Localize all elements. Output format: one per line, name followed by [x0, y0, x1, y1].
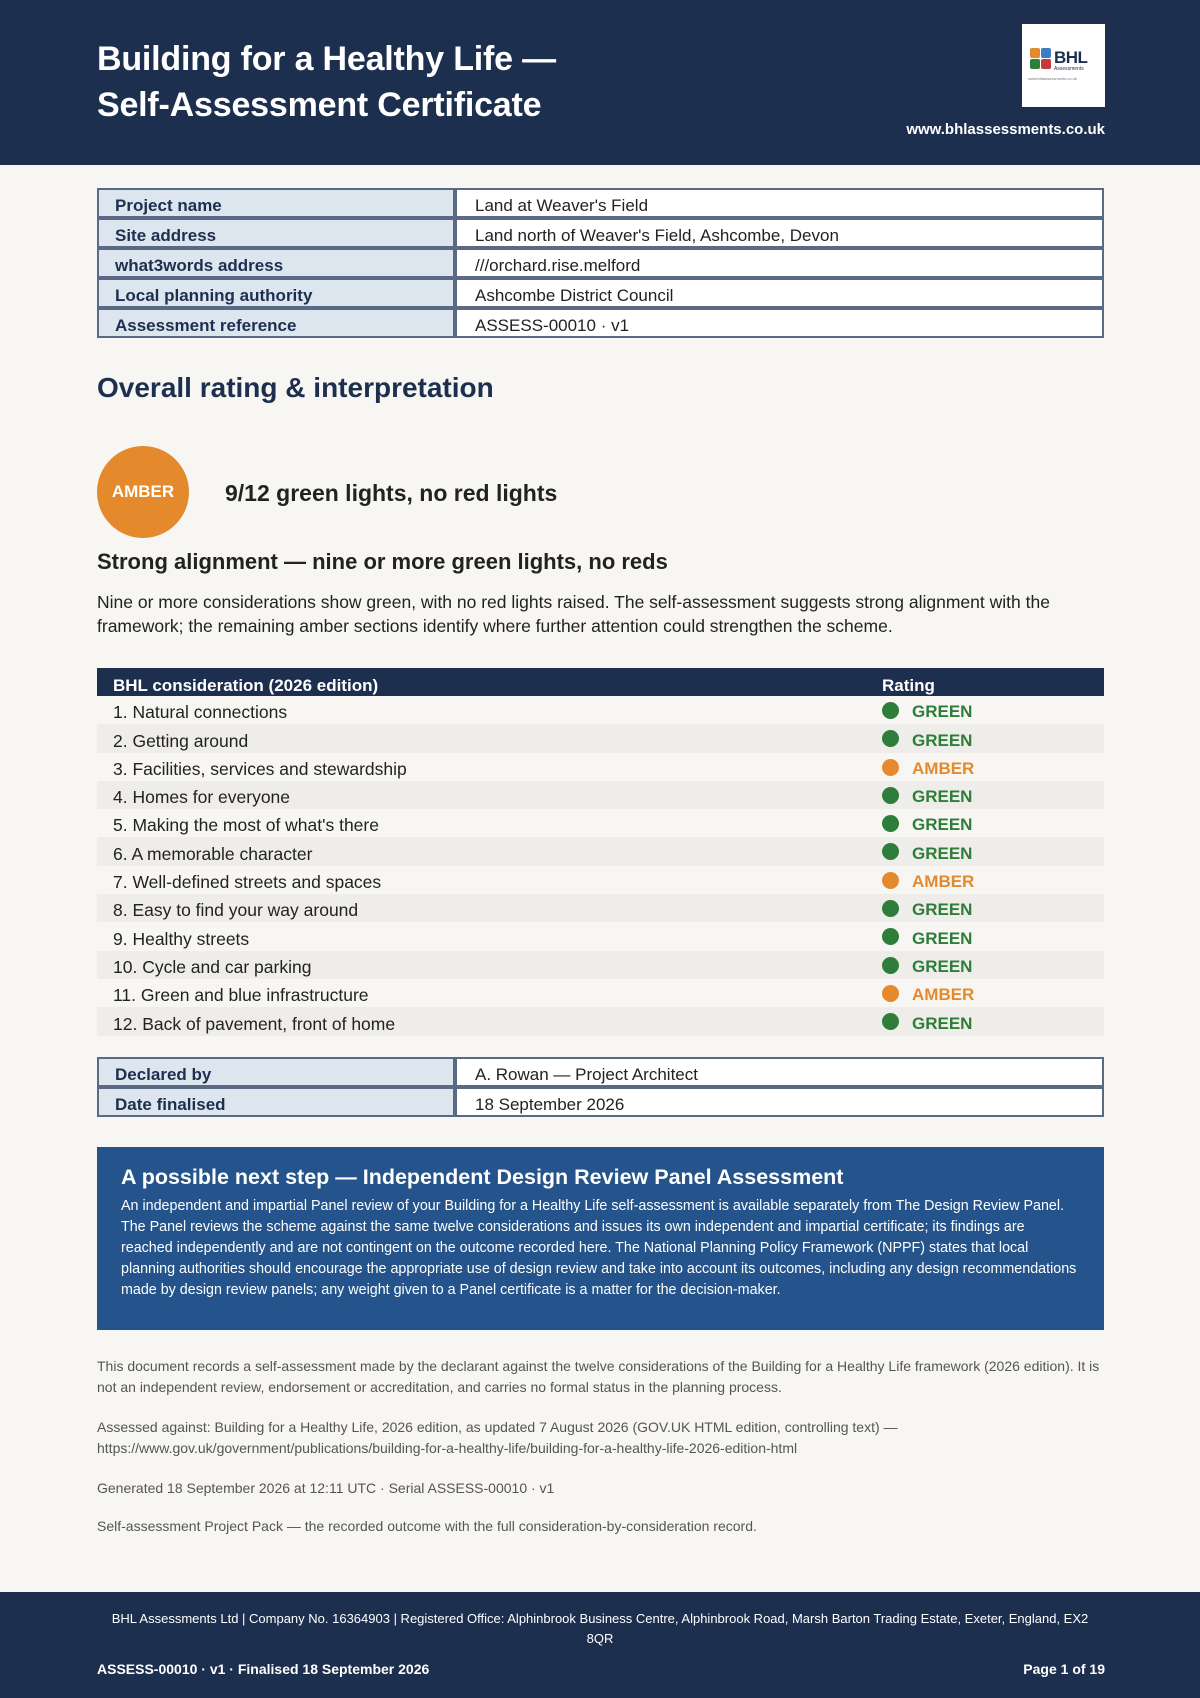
consideration-row	[97, 922, 1104, 950]
considerations-table	[97, 668, 1104, 1036]
project-detail-row-value: ASSESS-00010 · v1	[455, 308, 1104, 338]
project-detail-row	[97, 308, 1104, 338]
rating-summary: 9/12 green lights, no red lights	[225, 480, 558, 506]
company-details: BHL Assessments Ltd | Company No. 16364903 | Registered Office: Alphinbrook Business Centre, Alphinbrook Road, Marsh Barton Trading Estate, Exeter, England, EX2 8QR	[111, 1611, 1089, 1646]
consideration-rating: AMBER	[912, 758, 975, 778]
consideration-name: 6. A memorable character	[113, 843, 313, 864]
project-pack-text: Self-assessment Project Pack — the recorded outcome with the full consideration-by-consideration record.	[97, 1518, 757, 1534]
footer-serial: ASSESS-00010 · v1 · Finalised 18 September 2026	[97, 1661, 430, 1677]
callout-body: An independent and impartial Panel review of your Building for a Healthy Life self-assessment is available separately from The Design Review Panel. The Panel reviews the scheme against the same twelve considerations and issues its own independent and impartial certificate; its findings are reached independently and are not contingent on the outcome recorded here. The National Planning Policy Framework (NPPF) states that local planning authorities should encourage the appropriate use of design review and take into account its outcomes, including any design recommendations made by design review panels; any weight given to a Panel certificate is a matter for the decision-maker.	[121, 1198, 1077, 1298]
consideration-row	[97, 837, 1104, 865]
traffic-light-dot-icon	[882, 843, 899, 860]
traffic-light-dot-icon	[882, 815, 899, 832]
project-detail-row-label: Site address	[97, 218, 455, 248]
traffic-light-dot-icon	[882, 985, 899, 1002]
project-detail-row-label: Project name	[97, 188, 455, 218]
considerations-table-body	[97, 696, 1104, 1036]
consideration-row	[97, 781, 1104, 809]
project-detail-row-value: ///orchard.rise.melford	[455, 248, 1104, 278]
consideration-row	[97, 724, 1104, 752]
consideration-rating: GREEN	[912, 730, 973, 750]
design-review-callout	[97, 1147, 1104, 1330]
consideration-rating: GREEN	[912, 843, 973, 863]
overall-rating-heading: Overall rating & interpretation	[97, 372, 494, 403]
page-number: Page 1 of 19	[1023, 1661, 1105, 1677]
consideration-row	[97, 979, 1104, 1007]
certificate-header	[0, 0, 1200, 165]
project-detail-row	[97, 248, 1104, 278]
declaration-row	[97, 1087, 1104, 1117]
declaration-row	[97, 1057, 1104, 1087]
consideration-row	[97, 951, 1104, 979]
assessed-against-text: Assessed against: Building for a Healthy Life, 2026 edition, as updated 7 August 2026 (GOV.UK HTML edition, controlling text) — https://www.gov.uk/government/publications/building-for-a-healthy-life/building-for-a-healthy-life-2026-edition-html	[97, 1419, 898, 1456]
consideration-name: 10. Cycle and car parking	[113, 956, 312, 977]
disclaimer-text: This document records a self-assessment made by the declarant against the twelve considerations of the Building for a Healthy Life framework (2026 edition). It is not an independent review, endorsement or accreditation, and carries no formal status in the planning process.	[97, 1358, 1100, 1395]
traffic-light-dot-icon	[882, 730, 899, 747]
consideration-name: 11. Green and blue infrastructure	[113, 985, 369, 1006]
consideration-name: 9. Healthy streets	[113, 928, 250, 949]
logo-square-blue	[1041, 48, 1051, 58]
consideration-row	[97, 696, 1104, 724]
consideration-name: 2. Getting around	[113, 730, 249, 751]
project-details-table	[97, 188, 1104, 338]
consideration-name: 7. Well-defined streets and spaces	[113, 872, 382, 893]
logo-square-green	[1030, 59, 1040, 69]
column-header-rating: Rating	[882, 676, 935, 695]
consideration-row	[97, 894, 1104, 922]
consideration-rating: AMBER	[912, 985, 975, 1005]
traffic-light-dot-icon	[882, 872, 899, 889]
project-detail-row-value: Ashcombe District Council	[455, 278, 1104, 308]
traffic-light-dot-icon	[882, 787, 899, 804]
bhl-logo	[1022, 24, 1105, 107]
overall-rating-badge: AMBER	[97, 446, 189, 538]
interpretation-body: Nine or more considerations show green, with no red lights raised. The self-assessment suggests strong alignment with the framework; the remaining amber sections identify where further attention could strengthen the scheme.	[97, 592, 1050, 636]
consideration-row	[97, 809, 1104, 837]
traffic-light-dot-icon	[882, 957, 899, 974]
consideration-rating: GREEN	[912, 928, 973, 948]
project-detail-row-label: Assessment reference	[97, 308, 455, 338]
traffic-light-dot-icon	[882, 702, 899, 719]
logo-wordmark: BHL	[1054, 48, 1088, 67]
project-detail-row-label: Local planning authority	[97, 278, 455, 308]
project-detail-row	[97, 218, 1104, 248]
title-line-1: Building for a Healthy Life —	[97, 40, 556, 78]
consideration-name: 1. Natural connections	[113, 702, 288, 723]
logo-subtext: Assessments	[1054, 66, 1084, 72]
consideration-rating: GREEN	[912, 1013, 973, 1033]
consideration-name: 8. Easy to find your way around	[113, 900, 359, 921]
consideration-name: 3. Facilities, services and stewardship	[113, 758, 407, 779]
project-detail-row-value: Land at Weaver's Field	[455, 188, 1104, 218]
consideration-rating: GREEN	[912, 956, 973, 976]
logo-square-red	[1041, 59, 1051, 69]
logo-square-orange	[1030, 48, 1040, 58]
consideration-row	[97, 753, 1104, 781]
project-detail-row	[97, 278, 1104, 308]
generated-text: Generated 18 September 2026 at 12:11 UTC · Serial ASSESS-00010 · v1	[97, 1480, 555, 1496]
declaration-row-label: Date finalised	[97, 1087, 455, 1117]
column-header-consideration: BHL consideration (2026 edition)	[113, 676, 379, 695]
declaration-row-label: Declared by	[97, 1057, 455, 1087]
consideration-rating: GREEN	[912, 702, 973, 722]
traffic-light-dot-icon	[882, 928, 899, 945]
title-line-2: Self-Assessment Certificate	[97, 86, 542, 124]
traffic-light-dot-icon	[882, 900, 899, 917]
page-title	[97, 36, 556, 128]
declaration-row-value: A. Rowan — Project Architect	[455, 1057, 1104, 1087]
traffic-light-dot-icon	[882, 759, 899, 776]
consideration-name: 4. Homes for everyone	[113, 787, 291, 808]
project-detail-row-label: what3words address	[97, 248, 455, 278]
consideration-row	[97, 866, 1104, 894]
traffic-light-dot-icon	[882, 1013, 899, 1030]
callout-title: A possible next step — Independent Design Review Panel Assessment	[121, 1165, 844, 1189]
consideration-rating: GREEN	[912, 900, 973, 920]
website-link[interactable]: www.bhlassessments.co.uk	[906, 121, 1105, 138]
project-detail-row-value: Land north of Weaver's Field, Ashcombe, Devon	[455, 218, 1104, 248]
consideration-rating: GREEN	[912, 787, 973, 807]
consideration-name: 5. Making the most of what's there	[113, 815, 379, 836]
declaration-table	[97, 1057, 1104, 1117]
page-footer	[0, 1592, 1200, 1698]
consideration-name: 12. Back of pavement, front of home	[113, 1013, 396, 1034]
consideration-rating: AMBER	[912, 872, 975, 892]
consideration-row	[97, 1007, 1104, 1035]
consideration-rating: GREEN	[912, 815, 973, 835]
logo-url: www.bhlassessments.co.uk	[1028, 76, 1077, 81]
interpretation-title: Strong alignment — nine or more green lights, no reds	[97, 549, 668, 574]
declaration-row-value: 18 September 2026	[455, 1087, 1104, 1117]
considerations-table-header	[97, 668, 1104, 696]
project-detail-row	[97, 188, 1104, 218]
